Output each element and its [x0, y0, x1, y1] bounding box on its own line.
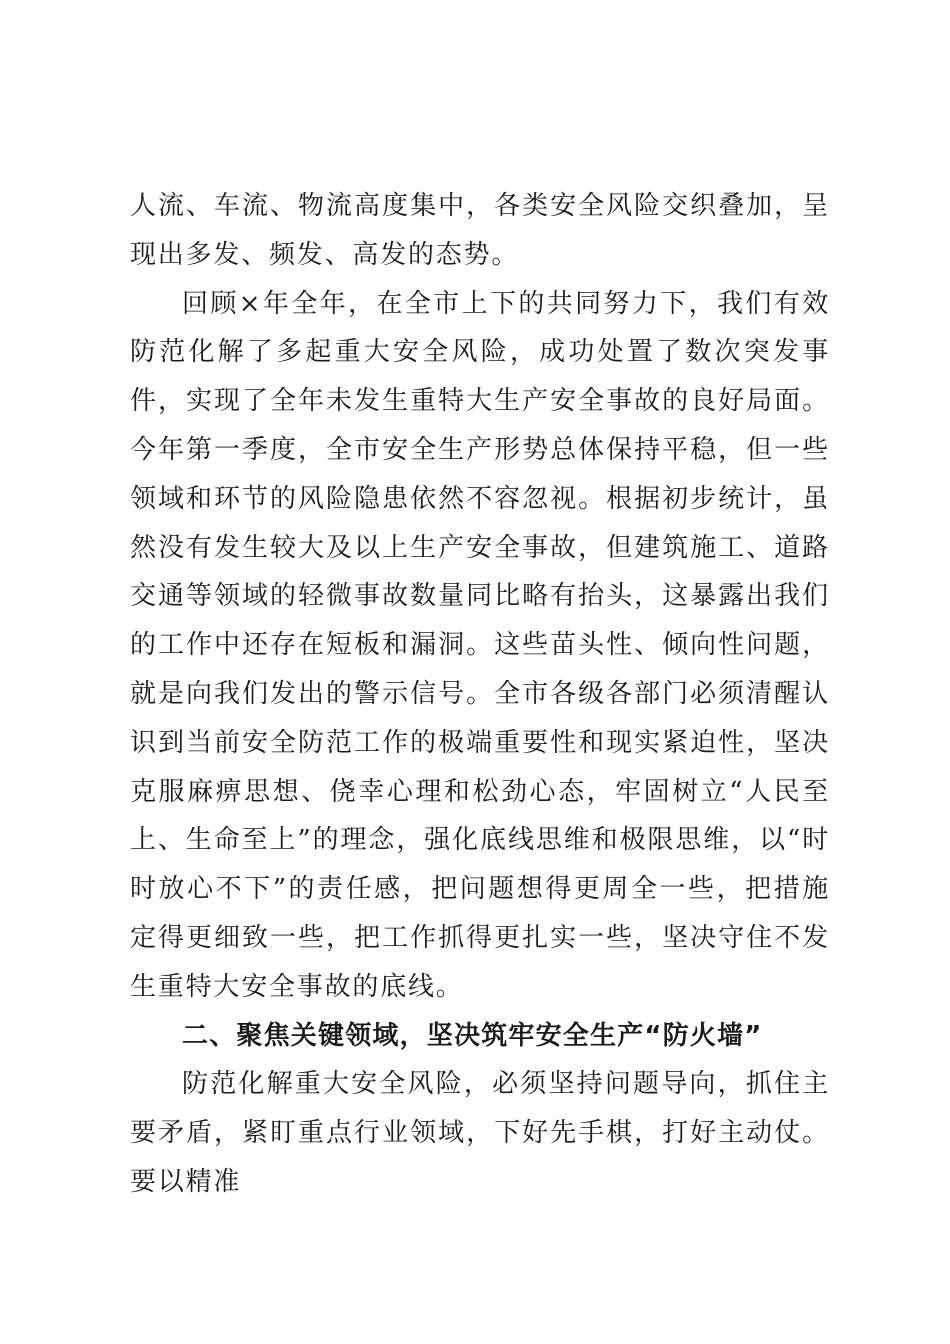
body-paragraph-continued: 人流、车流、物流高度集中，各类安全风险交织叠加，呈现出多发、频发、高发的态势。 — [130, 191, 830, 270]
body-paragraph-review: 回顾×年全年，在全市上下的共同努力下，我们有效防范化解了多起重大安全风险，成功处置了数次突发事件，实现了全年未发生重特大生产安全事故的良好局面。今年第一季度，全市安全生产形势总体保持平稳，但一些领域和环节的风险隐患依然不容忽视。根据初步统计，虽然没有发生较大及以上生产安全事故，但建筑施工、道路交通等领域的轻微事故数量同比略有抬头，这暴露出我们的工作中还存在短板和漏洞。这些苗头性、倾向性问题，就是向我们发出的警示信号。全市各级各部门必须清醒认识到当前安全防范工作的极端重要性和现实紧迫性，坚决克服麻痹思想、侥幸心理和松劲心态，牢固树立“人民至上、生命至上”的理念，强化底线思维和极限思维，以“时时放心不下”的责任感，把问题想得更周全一些，把措施定得更细致一些，把工作抓得更扎实一些，坚决守住不发生重特大安全事故的底线。 — [130, 288, 830, 1002]
body-paragraph-risk: 防范化解重大安全风险，必须坚持问题导向，抓住主要矛盾，紧盯重点行业领域，下好先手棋，打好主动仗。要以精准 — [130, 1069, 830, 1197]
section-heading: 二、聚焦关键领域，坚决筑牢安全生产“防火墙” — [182, 1020, 763, 1051]
document-page — [130, 182, 830, 1207]
